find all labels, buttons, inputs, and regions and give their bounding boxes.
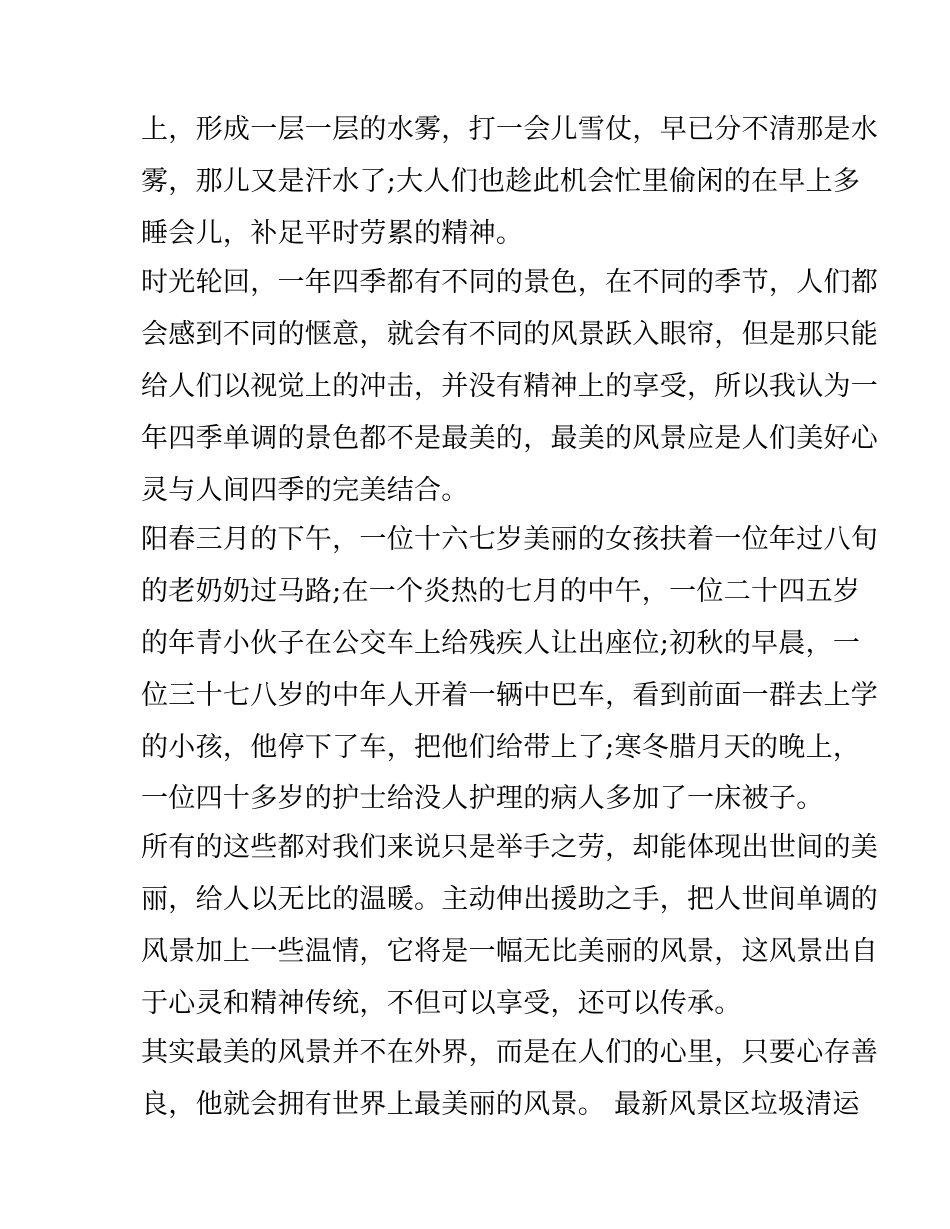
text-line-20: 良，他就会拥有世界上最美丽的风景。 最新风景区垃圾清运 xyxy=(141,1089,860,1120)
text-line-12: 位三十七八岁的中年人开着一辆中巴车，看到前面一群去上学 xyxy=(141,680,879,711)
text-line-11: 的年青小伙子在公交车上给残疾人让出座位;初秋的早晨，一 xyxy=(141,628,861,659)
text-line-18: 于心灵和精神传统，不但可以享受，还可以传承。 xyxy=(141,988,742,1019)
text-line-19: 其实最美的风景并不在外界，而是在人们的心里，只要心存善 xyxy=(141,1037,879,1068)
text-line-13: 的小孩，他停下了车，把他们给带上了;寒冬腊月天的晚上， xyxy=(141,732,861,763)
text-line-4: 时光轮回，一年四季都有不同的景色，在不同的季节，人们都 xyxy=(141,267,879,298)
text-line-5: 会感到不同的惬意，就会有不同的风景跃入眼帘，但是那只能 xyxy=(141,319,879,350)
text-line-9: 阳春三月的下午，一位十六七岁美丽的女孩扶着一位年过八旬 xyxy=(141,524,879,555)
text-line-10: 的老奶奶过马路;在一个炎热的七月的中午，一位二十四五岁 xyxy=(141,576,861,607)
text-line-15: 所有的这些都对我们来说只是举手之劳，却能体现出世间的美 xyxy=(141,832,879,863)
text-line-3: 睡会儿，补足平时劳累的精神。 xyxy=(141,218,524,249)
text-line-2: 雾，那儿又是汗水了;大人们也趁此机会忙里偷闲的在早上多 xyxy=(141,166,861,197)
text-line-6: 给人们以视觉上的冲击，并没有精神上的享受，所以我认为一 xyxy=(141,371,879,402)
text-line-17: 风景加上一些温情，它将是一幅无比美丽的风景，这风景出自 xyxy=(141,936,879,967)
text-line-16: 丽，给人以无比的温暖。主动伸出援助之手，把人世间单调的 xyxy=(141,884,879,915)
text-line-8: 灵与人间四季的完美结合。 xyxy=(141,475,469,506)
text-line-7: 年四季单调的景色都不是最美的，最美的风景应是人们美好心 xyxy=(141,423,879,454)
text-line-1: 上，形成一层一层的水雾，打一会儿雪仗，早已分不清那是水 xyxy=(141,114,879,145)
text-line-14: 一位四十多岁的护士给没人护理的病人多加了一床被子。 xyxy=(141,783,824,814)
